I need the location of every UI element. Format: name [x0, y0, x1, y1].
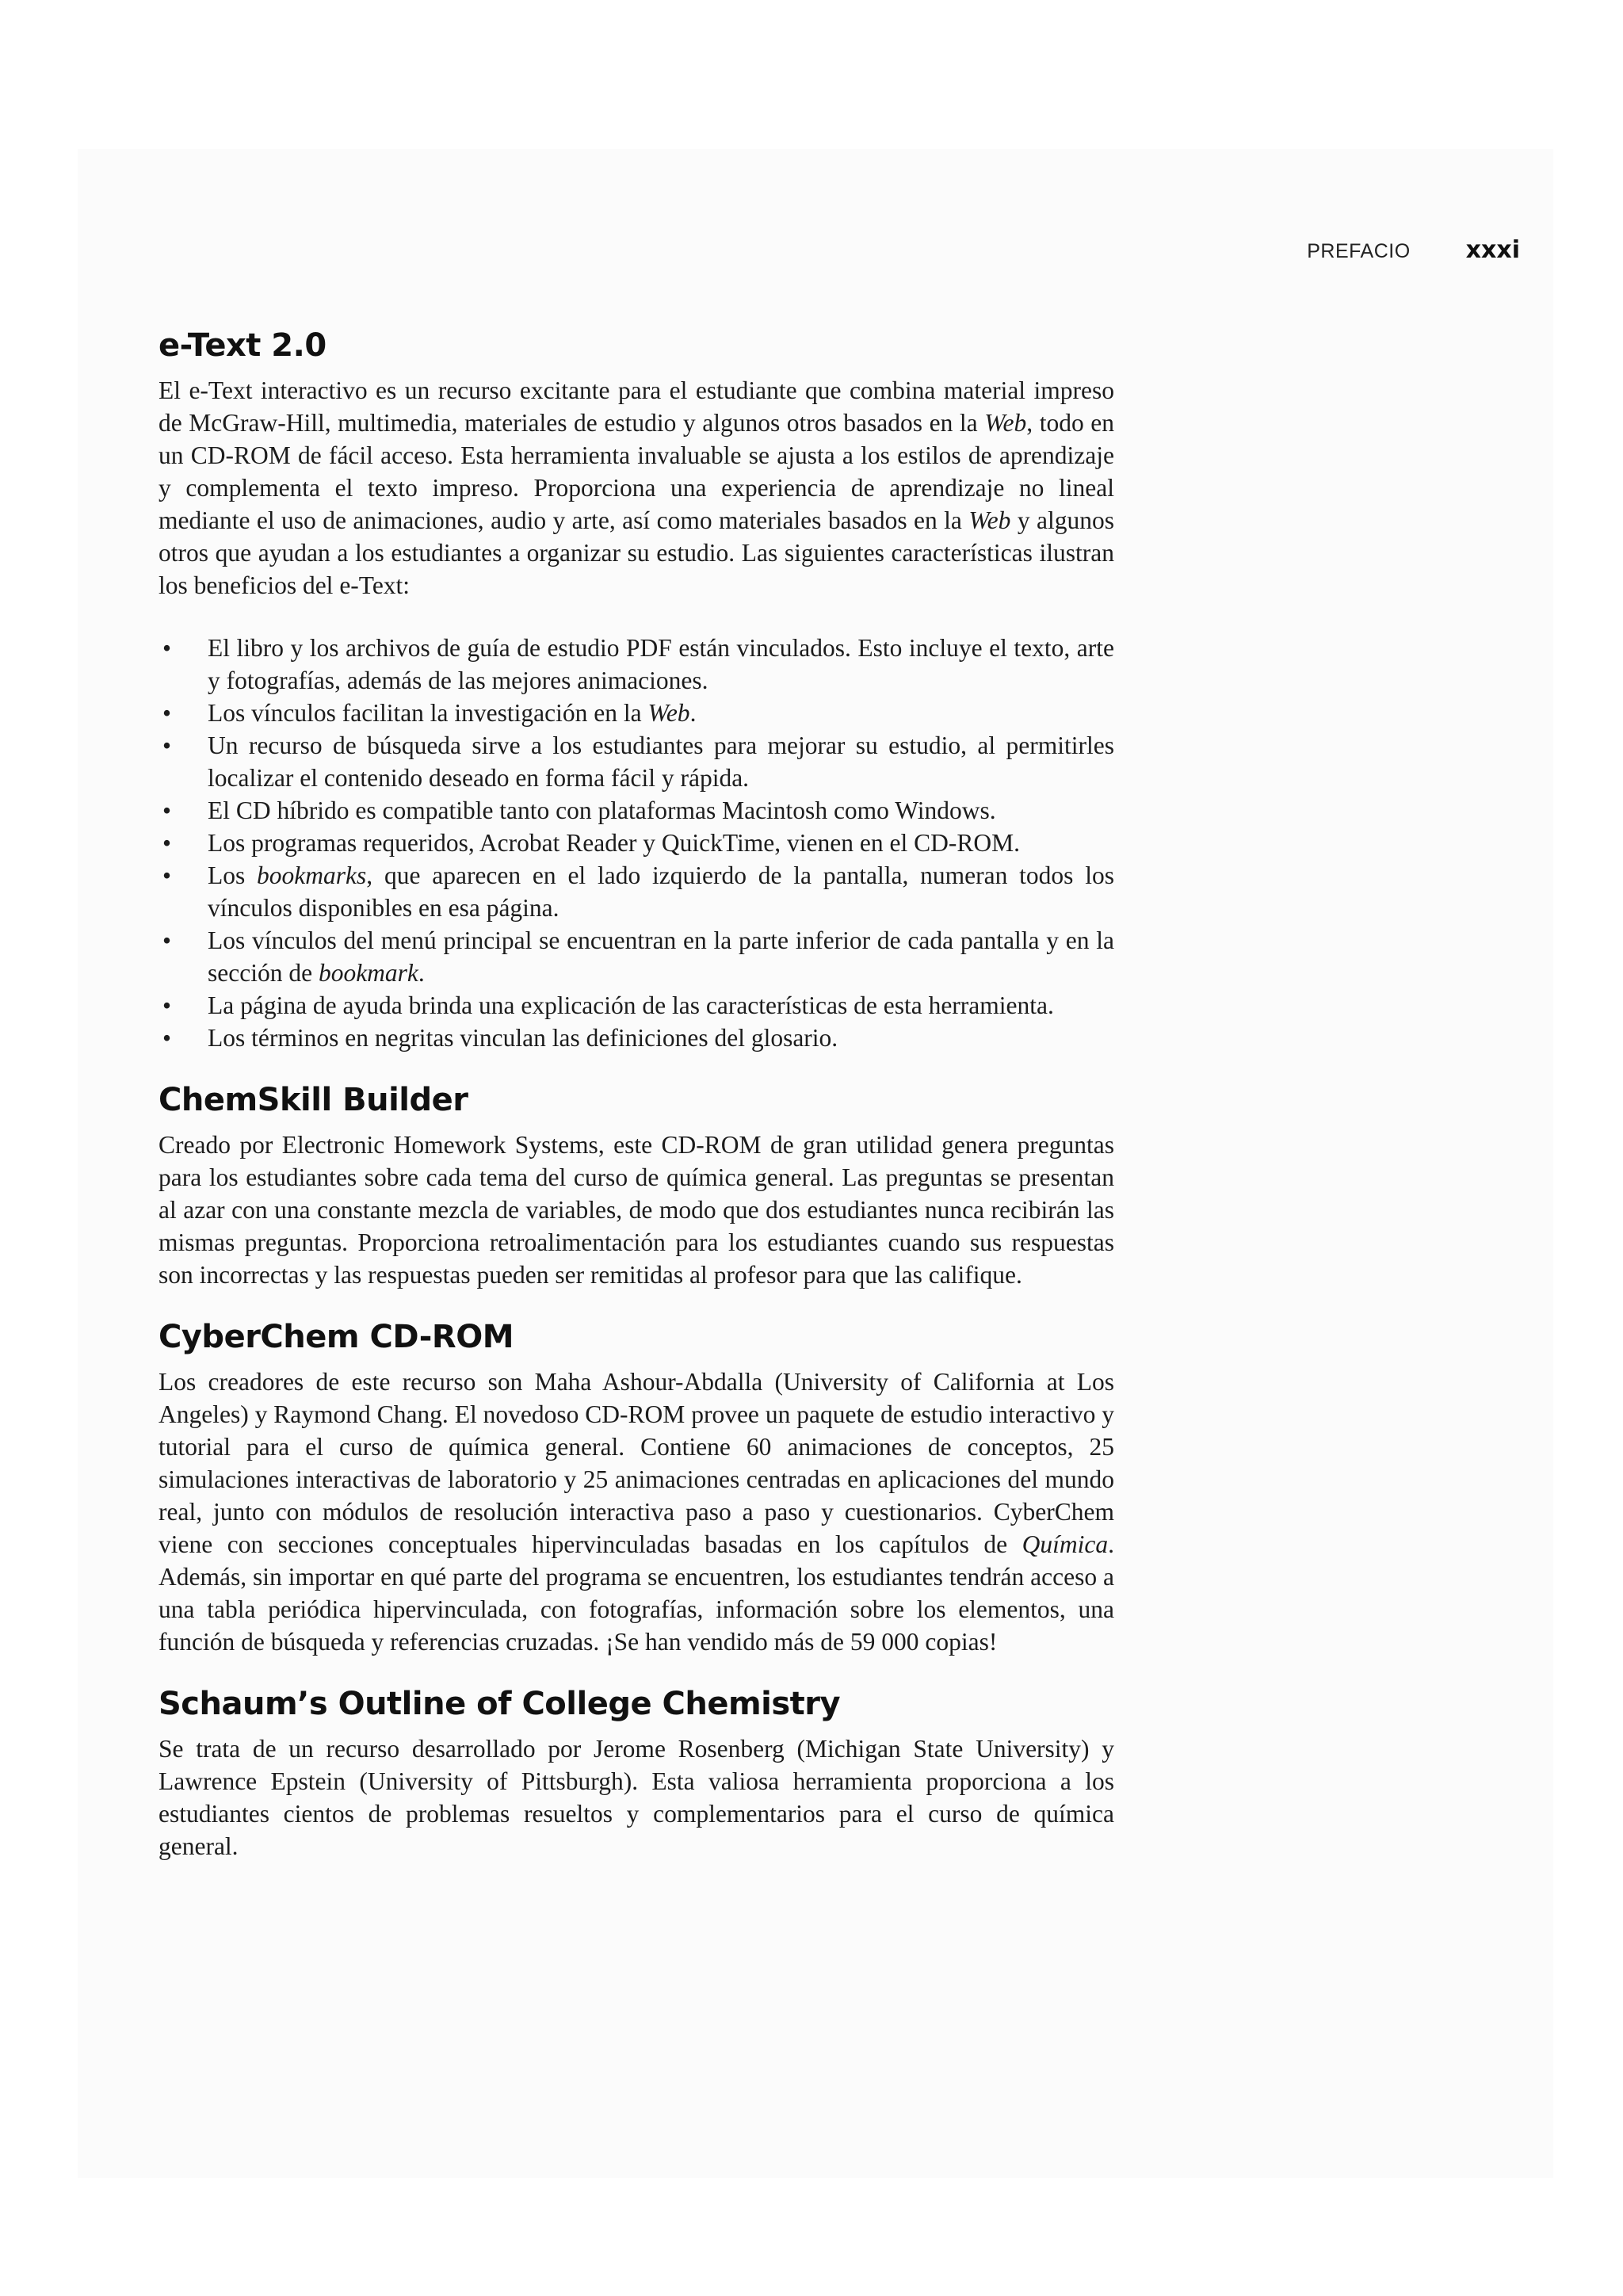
bullet-icon: • [162, 699, 172, 727]
section-etext [158, 327, 1114, 1054]
bullet-icon: • [162, 797, 172, 824]
list-item: • Un recurso de búsqueda sirve a los estudiantes para mejorar su estudio, al permitirles localizar el contenido deseado en forma fácil y rápida. [158, 729, 1114, 794]
list-item: • Los vínculos facilitan la investigación en la Web. [158, 697, 1114, 729]
page-content [158, 327, 1114, 1889]
etext-feature-list [158, 632, 1114, 1054]
chemskill-paragraph: Creado por Electronic Homework Systems, este CD-ROM de gran utilidad genera preguntas para los estudiantes sobre cada tema del curso de química general. Las preguntas se presentan al azar con una constante mezcla de variables, de modo que dos estudiantes nunca recibirán las mismas preguntas. Proporciona retroalimentación para los estudiantes cuando sus respuestas son incorrectas y las respuestas pueden ser remitidas al profesor para que las califique. [158, 1131, 1114, 1289]
bullet-icon: • [162, 634, 172, 662]
bullet-icon: • [162, 732, 172, 759]
list-item: • Los bookmarks, que aparecen en el lado izquierdo de la pantalla, numeran todos los vínculos disponibles en esa página. [158, 859, 1114, 924]
running-head [1307, 236, 1520, 264]
heading-chemskill-builder: ChemSkill Builder [158, 1082, 468, 1118]
list-item: • La página de ayuda brinda una explicación de las características de esta herramienta. [158, 989, 1114, 1022]
etext-intro-paragraph: El e-Text interactivo es un recurso excitante para el estudiante que combina material impreso de McGraw-Hill, multimedia, materiales de estudio y algunos otros basados en la Web, todo en un CD-ROM de fácil acceso. Esta herramienta invaluable se ajusta a los estilos de aprendizaje y complementa el texto impreso. Proporciona una experiencia de aprendizaje no lineal mediante el uso de animaciones, audio y arte, así como materiales basados en la Web y algunos otros que ayudan a los estudiantes a organizar su estudio. Las siguientes características ilustran los beneficios del e-Text: [158, 376, 1115, 599]
heading-schaums-outline: Schaum’s Outline of College Chemistry [158, 1686, 841, 1722]
bullet-icon: • [162, 861, 172, 889]
running-head-section: PREFACIO [1307, 240, 1411, 262]
list-item: • El libro y los archivos de guía de estudio PDF están vinculados. Esto incluye el texto, arte y fotografías, además de las mejores animaciones. [158, 632, 1114, 697]
list-item: • El CD híbrido es compatible tanto con plataformas Macintosh como Windows. [158, 794, 1114, 827]
list-item: • Los vínculos del menú principal se encuentran en la parte inferior de cada pantalla y en la sección de bookmark. [158, 924, 1114, 989]
bullet-icon: • [162, 926, 172, 954]
list-item: • Los términos en negritas vinculan las definiciones del glosario. [158, 1022, 1114, 1054]
schaum-paragraph: Se trata de un recurso desarrollado por Jerome Rosenberg (Michigan State University) y Lawrence Epstein (University of Pittsburgh). Esta valiosa herramienta proporciona a los estudiantes cientos de problemas resueltos y complementarios para el curso de química general. [158, 1735, 1114, 1860]
bullet-icon: • [162, 829, 172, 857]
heading-cyberchem: CyberChem CD-ROM [158, 1319, 514, 1355]
page-number: xxxi [1465, 236, 1520, 264]
bullet-icon: • [162, 991, 172, 1019]
cyberchem-paragraph: Los creadores de este recurso son Maha Ashour-Abdalla (University of California at Los Angeles) y Raymond Chang. El novedoso CD-ROM provee un paquete de estudio interactivo y tutorial para el curso de química general. Contiene 60 animaciones de conceptos, 25 simulaciones interactivas de laboratorio y 25 animaciones centradas en aplicaciones del mundo real, junto con módulos de resolución interactiva paso a paso y cuestionarios. CyberChem viene con secciones conceptuales hipervinculadas basadas en los capítulos de Química. Además, sin importar en qué parte del programa se encuentren, los estudiantes tendrán acceso a una tabla periódica hipervinculada, con fotografías, información sobre los elementos, una función de búsqueda y referencias cruzadas. ¡Se han vendido más de 59 000 copias! [158, 1368, 1114, 1656]
section-chemskill-builder [158, 1081, 1114, 1291]
section-cyberchem [158, 1318, 1114, 1658]
list-item: • Los programas requeridos, Acrobat Reader y QuickTime, vienen en el CD-ROM. [158, 827, 1114, 859]
section-schaums-outline [158, 1685, 1114, 1862]
bullet-icon: • [162, 1024, 172, 1052]
heading-etext: e-Text 2.0 [158, 327, 327, 364]
